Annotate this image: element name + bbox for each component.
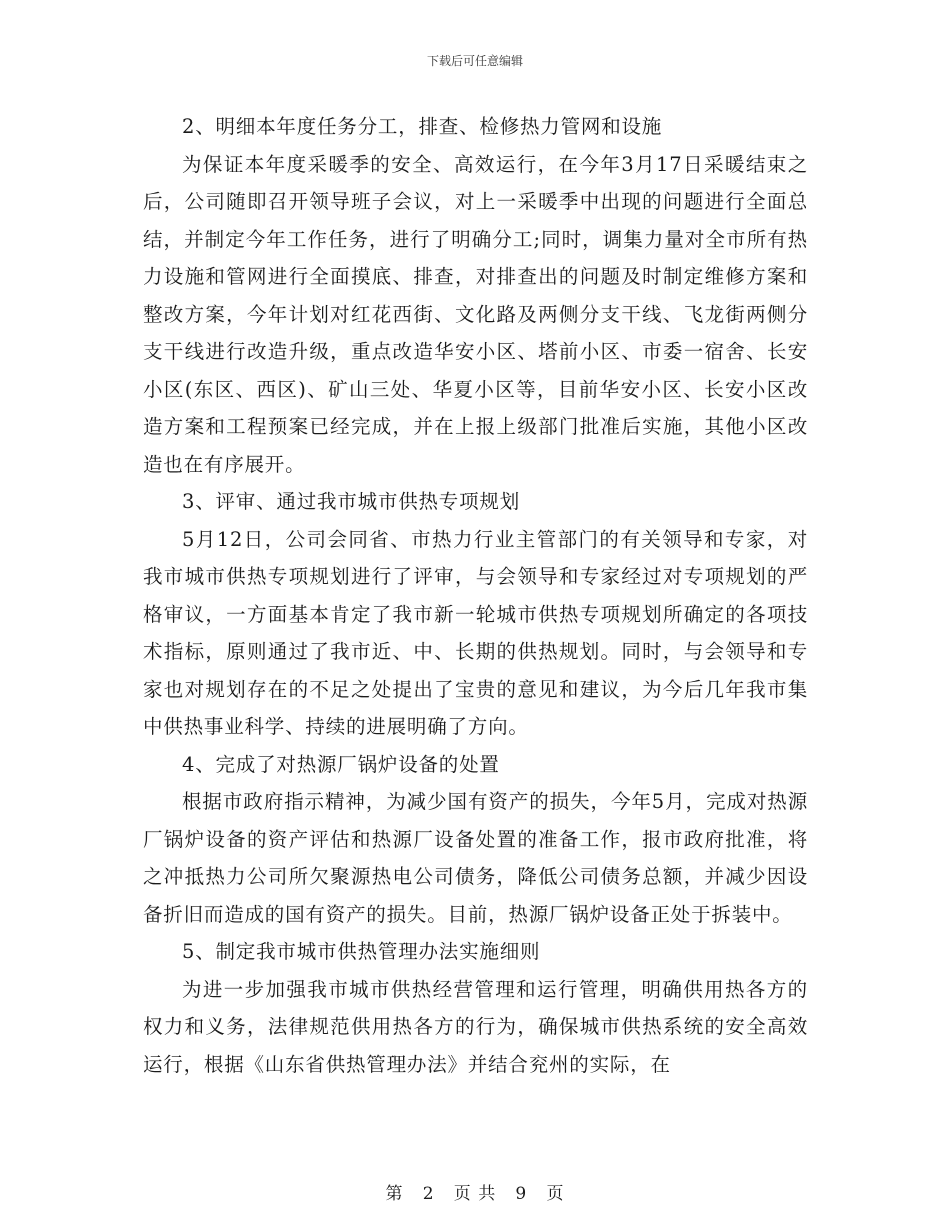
page-footer	[0, 1183, 950, 1205]
body-paragraph: 为进一步加强我市城市供热经营管理和运行管理，明确供用热各方的权力和义务，法律规范供用热各方的行为，确保城市供热系统的安全高效运行，根据《山东省供热管理办法》并结合兖州的实际，在	[143, 977, 808, 1076]
page-number-middle: 页 共	[453, 1184, 497, 1204]
header-note: 下载后可任意编辑	[426, 54, 523, 68]
section-heading: 2、明细本年度任务分工，排查、检修热力管网和设施	[182, 115, 663, 138]
body-paragraph: 根据市政府指示精神，为减少国有资产的损失，今年5月，完成对热源厂锅炉设备的资产评估和热源厂设备处置的准备工作，报市政府批准，将之冲抵热力公司所欠聚源热电公司债务，降低公司债务总额，并减少因设备折旧而造成的国有资产的损失。目前，热源厂锅炉设备正处于拆装中。	[143, 790, 808, 926]
page-header	[0, 53, 950, 69]
body-paragraph: 为保证本年度采暖季的安全、高效运行，在今年3月17日采暖结束之后，公司随即召开领导班子会议，对上一采暖季中出现的问题进行全面总结，并制定今年工作任务，进行了明确分工;同时，调集力量对全市所有热力设施和管网进行全面摸底、排查，对排查出的问题及时制定维修方案和整改方案，今年计划对红花西街、文化路及两侧分支干线、飞龙街两侧分支干线进行改造升级，重点改造华安小区、塔前小区、市委一宿舍、长安小区(东区、西区)、矿山三处、华夏小区等，目前华安小区、长安小区改造方案和工程预案已经完成，并在上报上级部门批准后实施，其他小区改造也在有序展开。	[143, 152, 808, 476]
page-number-current: 2	[422, 1184, 435, 1204]
page-number-suffix: 页	[546, 1184, 565, 1204]
page-number-total: 9	[515, 1184, 528, 1204]
document-body	[143, 108, 808, 1083]
section-heading: 3、评审、通过我市城市供热专项规划	[182, 490, 521, 513]
section-heading: 5、制定我市城市供热管理办法实施细则	[182, 940, 541, 963]
page-number-prefix: 第	[385, 1184, 404, 1204]
body-paragraph: 5月12日，公司会同省、市热力行业主管部门的有关领导和专家，对我市城市供热专项规划进行了评审，与会领导和专家经过对专项规划的严格审议，一方面基本肯定了我市新一轮城市供热专项规划所确定的各项技术指标，原则通过了我市近、中、长期的供热规划。同时，与会领导和专家也对规划存在的不足之处提出了宝贵的意见和建议，为今后几年我市集中供热事业科学、持续的进展明确了方向。	[143, 527, 808, 738]
section-heading: 4、完成了对热源厂锅炉设备的处置	[182, 752, 500, 776]
